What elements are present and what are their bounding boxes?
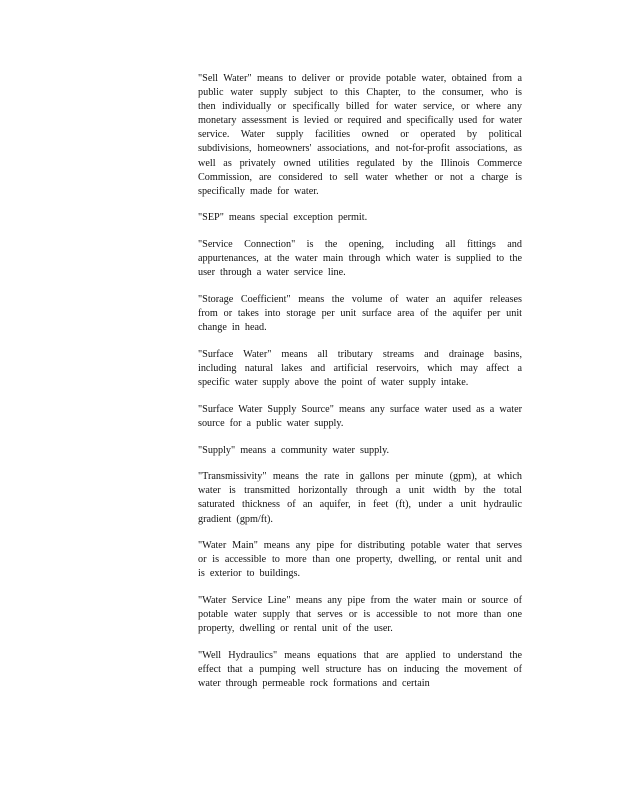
definition-well-hydraulics: "Well Hydraulics" means equations that are applied to understand the effect that a pumping well structure has on inducing the movement of water through permeable rock formations and certain (198, 649, 522, 690)
definition-surface-water: "Surface Water" means all tributary streams and drainage basins, including natural lakes and artificial reservoirs, which may affect a specific water supply above the point of water supply intake. (198, 348, 522, 389)
definition-sell-water: "Sell Water" means to deliver or provide potable water, obtained from a public water supply subject to this Chapter, to the consumer, who is then individually or specifically billed for water service, or where any monetary assessment is levied or required and specifically used for water service. Water supply facilities owned or operated by political subdivisions, homeowners' associations, and not-for-profit associations, as well as privately owned utilities regulated by the Illinois Commerce Commission, are considered to sell water whether or not a charge is specifically made for water. (198, 73, 522, 197)
definition-transmissivity: "Transmissivity" means the rate in gallons per minute (gpm), at which water is transmitted horizontally through a unit width by the total saturated thickness of an aquifer, in feet (ft), under a unit hydraulic gradient (gpm/ft). (198, 471, 522, 525)
definition-surface-water-supply-source: "Surface Water Supply Source" means any surface water used as a water source for a public water supply. (198, 403, 522, 429)
definition-sep: "SEP" means special exception permit. (198, 212, 368, 224)
definition-service-connection: "Service Connection" is the opening, including all fittings and appurtenances, at the water main through which water is supplied to the user through a water service line. (198, 239, 522, 279)
definition-water-main: "Water Main" means any pipe for distributing potable water that serves or is accessible to more than one property, dwelling, or rental unit and is exterior to buildings. (198, 540, 522, 580)
definition-supply: "Supply" means a community water supply. (198, 444, 390, 456)
definitions-body (198, 72, 522, 691)
definition-water-service-line: "Water Service Line" means any pipe from the water main or source of potable water supply that serves or is accessible to not more than one property, dwelling or rental unit of the user. (198, 595, 522, 635)
definition-storage-coefficient: "Storage Coefficient" means the volume of water an aquifer releases from or takes into storage per unit surface area of the aquifer per unit change in head. (198, 294, 522, 334)
